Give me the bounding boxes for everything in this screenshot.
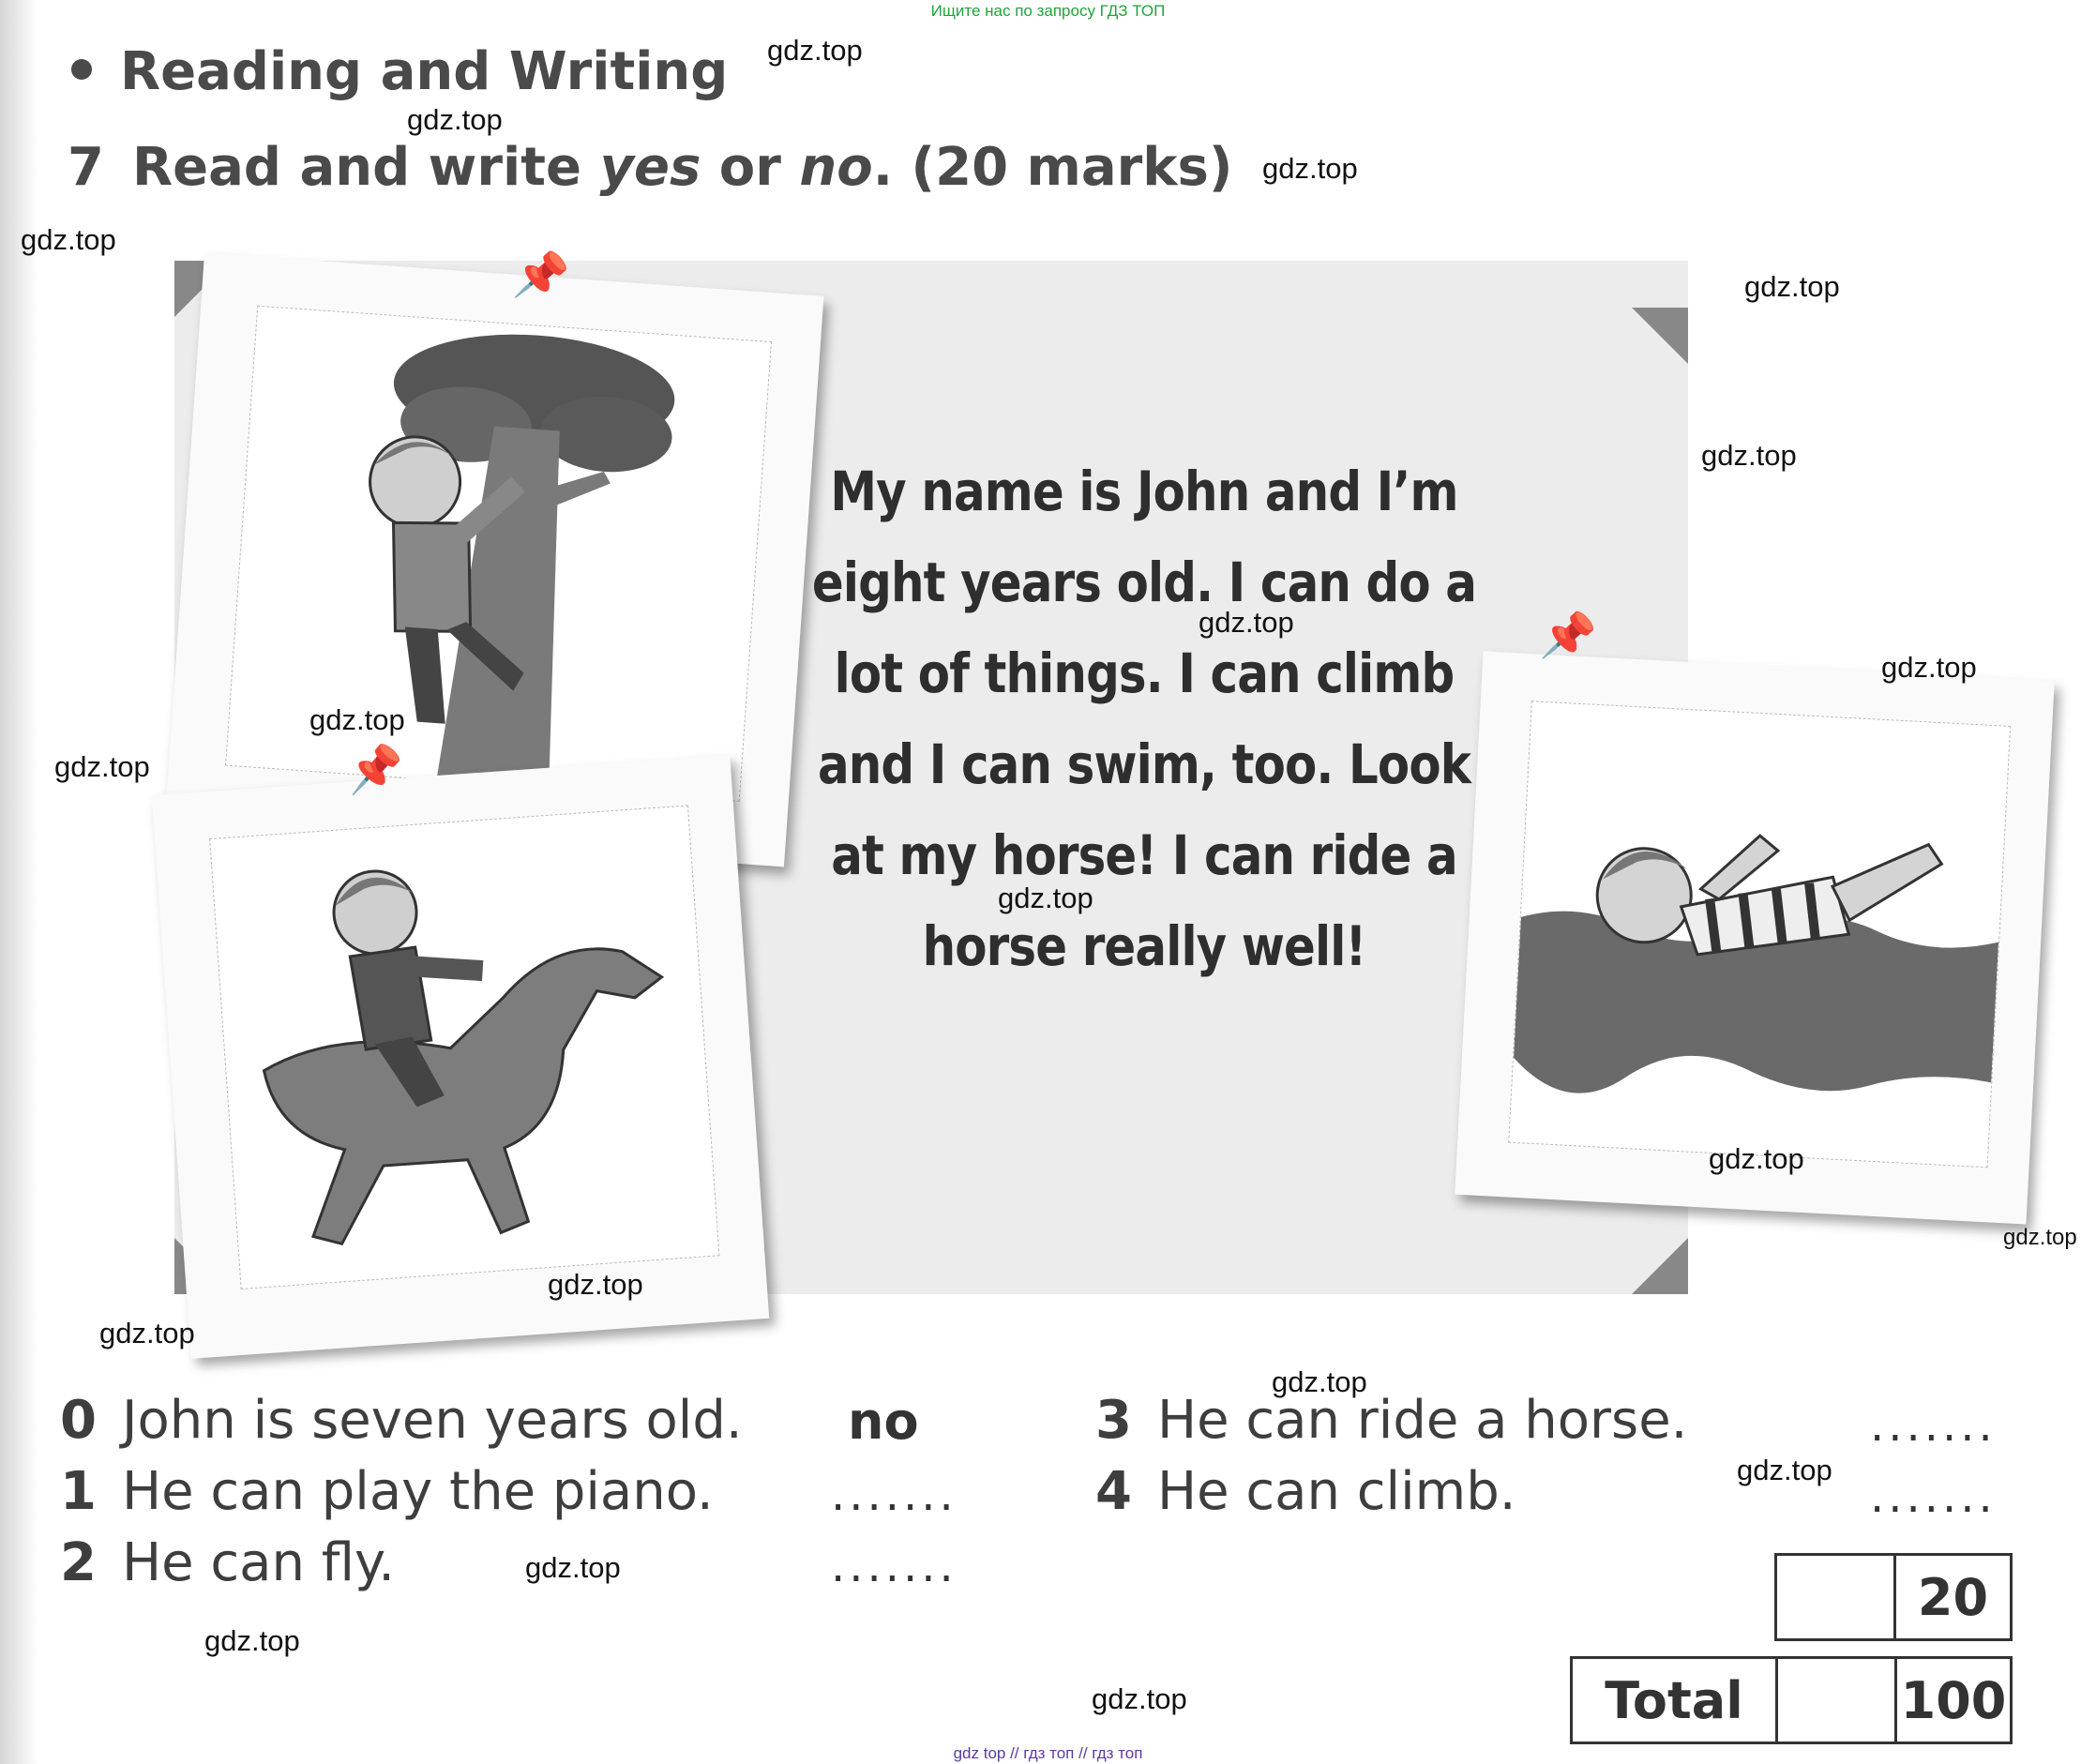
question-number: 0 [60, 1390, 97, 1451]
watermark: gdz.top [1709, 1142, 1804, 1175]
task-text-before: Read and write [131, 137, 600, 198]
watermark: gdz.top [1092, 1682, 1187, 1715]
picture-swimming [1508, 701, 2011, 1168]
question-number: 1 [60, 1461, 97, 1522]
pushpin-icon: 📌 [1539, 608, 1598, 664]
answer-0: no [848, 1392, 919, 1451]
watermark: gdz.top [1737, 1454, 1832, 1486]
story-line: at my horse! I can ride a [831, 823, 1457, 887]
watermark: gdz.top [548, 1268, 643, 1301]
question-text: He can climb. [1157, 1461, 1516, 1522]
question-4 [1095, 1461, 1516, 1522]
question-2 [60, 1532, 395, 1593]
task-text-after: . (20 marks) [872, 137, 1233, 198]
section-title-text: Reading and Writing [120, 41, 729, 102]
answer-2-blank[interactable]: ....... [831, 1540, 958, 1592]
task-number: 7 [68, 137, 104, 198]
boy-climbing-tree-icon [226, 307, 771, 801]
watermark: gdz.top [99, 1317, 195, 1349]
picture-climbing [225, 306, 772, 802]
question-text: He can fly. [122, 1532, 395, 1593]
section-title [71, 41, 728, 102]
photo-swimming [1455, 608, 2055, 1224]
total-label: Total [1573, 1659, 1778, 1741]
watermark: gdz.top [54, 750, 150, 783]
question-0 [60, 1390, 743, 1451]
question-text: He can ride a horse. [1157, 1390, 1688, 1451]
bullet-icon [71, 59, 92, 80]
task-or: or [701, 137, 800, 198]
task-instruction [68, 137, 1232, 198]
section-score-box [1774, 1553, 2013, 1641]
watermark: gdz.top [1199, 606, 1294, 639]
watermark: gdz.top [204, 1624, 300, 1657]
photo-horse [152, 741, 769, 1359]
question-text: He can play the piano. [122, 1461, 714, 1522]
watermark: gdz.top [1262, 152, 1358, 185]
story-text [806, 446, 1483, 992]
section-score-max: 20 [1917, 1567, 1989, 1627]
watermark: gdz.top [1881, 651, 1977, 684]
bottom-note: gdz top // гдз топ // гдз топ [953, 1744, 1143, 1762]
question-3 [1095, 1390, 1687, 1451]
picture-horse [209, 805, 719, 1289]
question-number: 3 [1095, 1390, 1132, 1451]
board-corner-br [1632, 1238, 1688, 1294]
board-corner-tr [1632, 308, 1688, 364]
answer-4-blank[interactable]: ....... [1870, 1470, 1997, 1523]
task-yes: yes [599, 137, 701, 198]
watermark: gdz.top [21, 223, 116, 256]
task-no: no [799, 137, 873, 198]
watermark: gdz.top [309, 703, 405, 736]
watermark: gdz.top [998, 882, 1093, 914]
watermark: gdz.top [407, 103, 503, 136]
top-search-note: Ищите нас по запросу ГДЗ ТОП [930, 2, 1166, 20]
story-line: My name is John and I’m [830, 460, 1458, 523]
story-line: horse really well! [922, 914, 1366, 978]
boy-riding-horse-icon [210, 806, 718, 1288]
question-1 [60, 1461, 714, 1522]
watermark: gdz.top [2003, 1225, 2077, 1250]
watermark: gdz.top [1701, 439, 1797, 472]
answer-1-blank[interactable]: ....... [831, 1469, 958, 1521]
story-line: lot of things. I can climb [834, 641, 1455, 705]
section-score-input[interactable] [1777, 1556, 1896, 1638]
answer-3-blank[interactable]: ....... [1870, 1399, 1997, 1452]
question-number: 4 [1095, 1461, 1132, 1522]
pushpin-icon: 📌 [345, 741, 406, 798]
pushpin-icon: 📌 [511, 247, 571, 304]
total-score-max: 100 [1900, 1670, 2007, 1730]
page-edge-shadow [0, 0, 38, 1764]
watermark: gdz.top [767, 34, 863, 67]
watermark: gdz.top [1744, 270, 1840, 303]
watermark: gdz.top [525, 1551, 621, 1584]
question-text: John is seven years old. [122, 1390, 743, 1451]
boy-swimming-icon [1509, 701, 2010, 1167]
story-line: eight years old. I can do a [811, 550, 1477, 614]
watermark: gdz.top [1272, 1365, 1367, 1398]
question-number: 2 [60, 1532, 97, 1593]
total-score-input[interactable] [1778, 1659, 1897, 1741]
total-score-box [1570, 1656, 2013, 1744]
story-line: and I can swim, too. Look [817, 732, 1471, 796]
